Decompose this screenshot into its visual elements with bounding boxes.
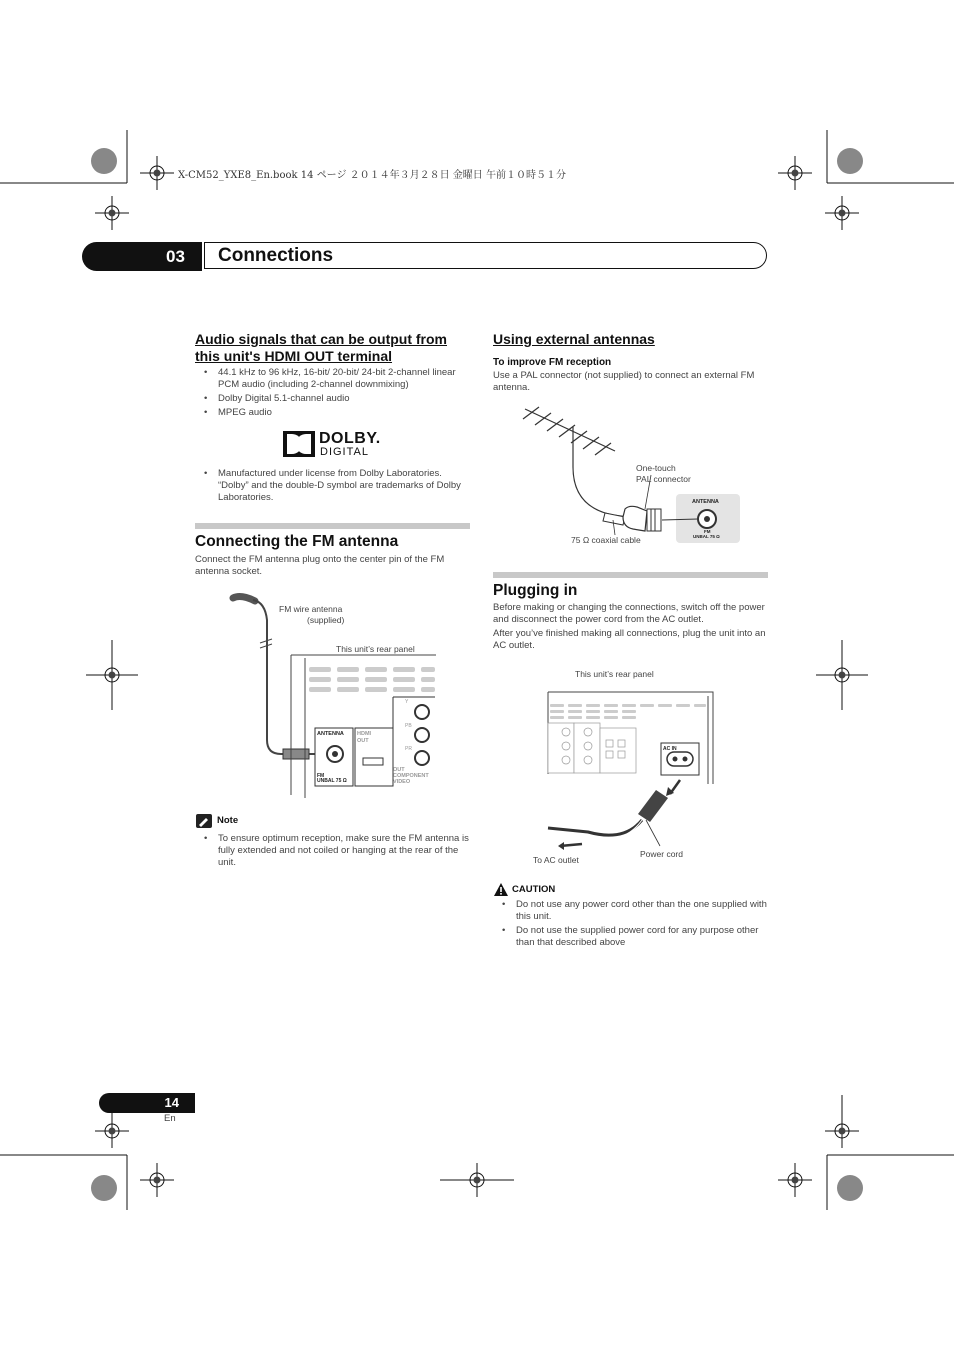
note-icon [196,814,212,828]
video-label: VIDEO [393,779,411,785]
pencil-icon [196,814,212,828]
plugging-in-title: Plugging in [493,582,578,599]
pb-label: PB [405,723,412,729]
power-cord-diagram [530,668,730,873]
file-info-header: X-CM52_YXE8_En.book 14 ページ ２０１４年３月２８日 金曜日 午前１０時５１分 [178,170,566,181]
rear-panel-label: This unit’s rear panel [336,644,415,654]
license-list [195,468,470,506]
hdmi-out-label: OUT [357,738,369,744]
out-label: OUT [393,767,405,773]
coaxial-cable-label: 75 Ω coaxial cable [571,535,641,545]
power-cord-label: Power cord [640,849,683,859]
ac-outlet-label: To AC outlet [533,855,579,865]
wire-antenna-sublabel: (supplied) [307,615,345,625]
pr-label: PR [405,746,412,752]
note-label: Note [217,815,239,826]
caution-label: CAUTION [512,884,556,895]
external-antenna-title: Using external antennas [493,331,655,347]
unbal-label: UNBAL 75 Ω [317,778,347,784]
list-item: • Do not use the supplied power cord for any purpose other than that described above [493,925,768,949]
list-item: • Dolby Digital 5.1-channel audio [195,393,475,405]
hdmi-section [195,331,475,421]
ac-in-label: AC IN [663,746,677,752]
warning-icon [494,883,508,896]
component-label: COMPONENT [393,773,429,779]
external-antenna-diagram [505,405,750,550]
unbal-label-ext: UNBAL 75 Ω [693,534,720,539]
language-label: En [164,1113,176,1124]
chapter-title: Connections [218,245,334,266]
digital-logo-text: DIGITAL [320,446,369,458]
pal-connector-label-1: One-touch [636,463,676,473]
plugging-in-body-1: Before making or changing the connections, switch off the power and disconnect the power cord from the AC outlet. [493,602,765,625]
plugging-in-body-2: After you’ve finished making all connections, plug the unit into an AC outlet. [493,628,766,651]
fm-label: FM [317,773,325,779]
dolby-digital-logo [283,431,385,459]
fm-antenna-diagram [225,590,440,800]
section-divider [195,523,470,529]
power-cord-art [530,668,730,873]
section-divider [493,572,768,578]
list-item: • MPEG audio [195,407,475,419]
antenna-label: ANTENNA [317,731,344,737]
dolby-logo-text: DOLBY. [319,430,381,447]
hdmi-section-title [195,331,475,365]
hdmi-title-line1: Audio signals that can be output from [195,331,447,347]
page-number: 14 [99,1093,195,1113]
external-antenna-art [505,405,750,550]
list-item: • To ensure optimum reception, make sure the FM antenna is fully extended and not coiled or hanging at the rear of the unit. [195,833,470,869]
list-item: • Do not use any power cord other than the one supplied with this unit. [493,899,768,923]
pal-connector-label-2: PAL connector [636,474,691,484]
external-antenna-subtitle: To improve FM reception [493,357,612,368]
note-list [195,833,470,871]
y-label: Y [405,699,409,705]
double-d-icon [283,431,315,457]
hdmi-bullet-list [195,367,475,419]
antenna-label-ext: ANTENNA [692,499,719,505]
list-item: • Manufactured under license from Dolby Laboratories. “Dolby” and the double-D symbol are trademarks of Dolby Laboratories. [195,468,470,504]
fm-label-ext: FM [704,529,711,534]
fm-section-body: Connect the FM antenna plug onto the center pin of the FM antenna socket. [195,554,445,577]
hdmi-label: HDMI [357,731,372,737]
rear-panel-label-plug: This unit’s rear panel [575,669,654,679]
caution-list [493,899,768,951]
wire-antenna-label: FM wire antenna [279,604,343,614]
hdmi-title-line2: this unit's HDMI OUT terminal [195,348,393,364]
chapter-number: 03 [82,242,202,271]
list-item: • 44.1 kHz to 96 kHz, 16-bit/ 20-bit/ 24-bit 2-channel linear PCM audio (including 2-channel downmixing) [195,367,475,391]
external-antenna-body: Use a PAL connector (not supplied) to connect an external FM antenna. [493,370,755,393]
fm-section-title: Connecting the FM antenna [195,533,399,550]
